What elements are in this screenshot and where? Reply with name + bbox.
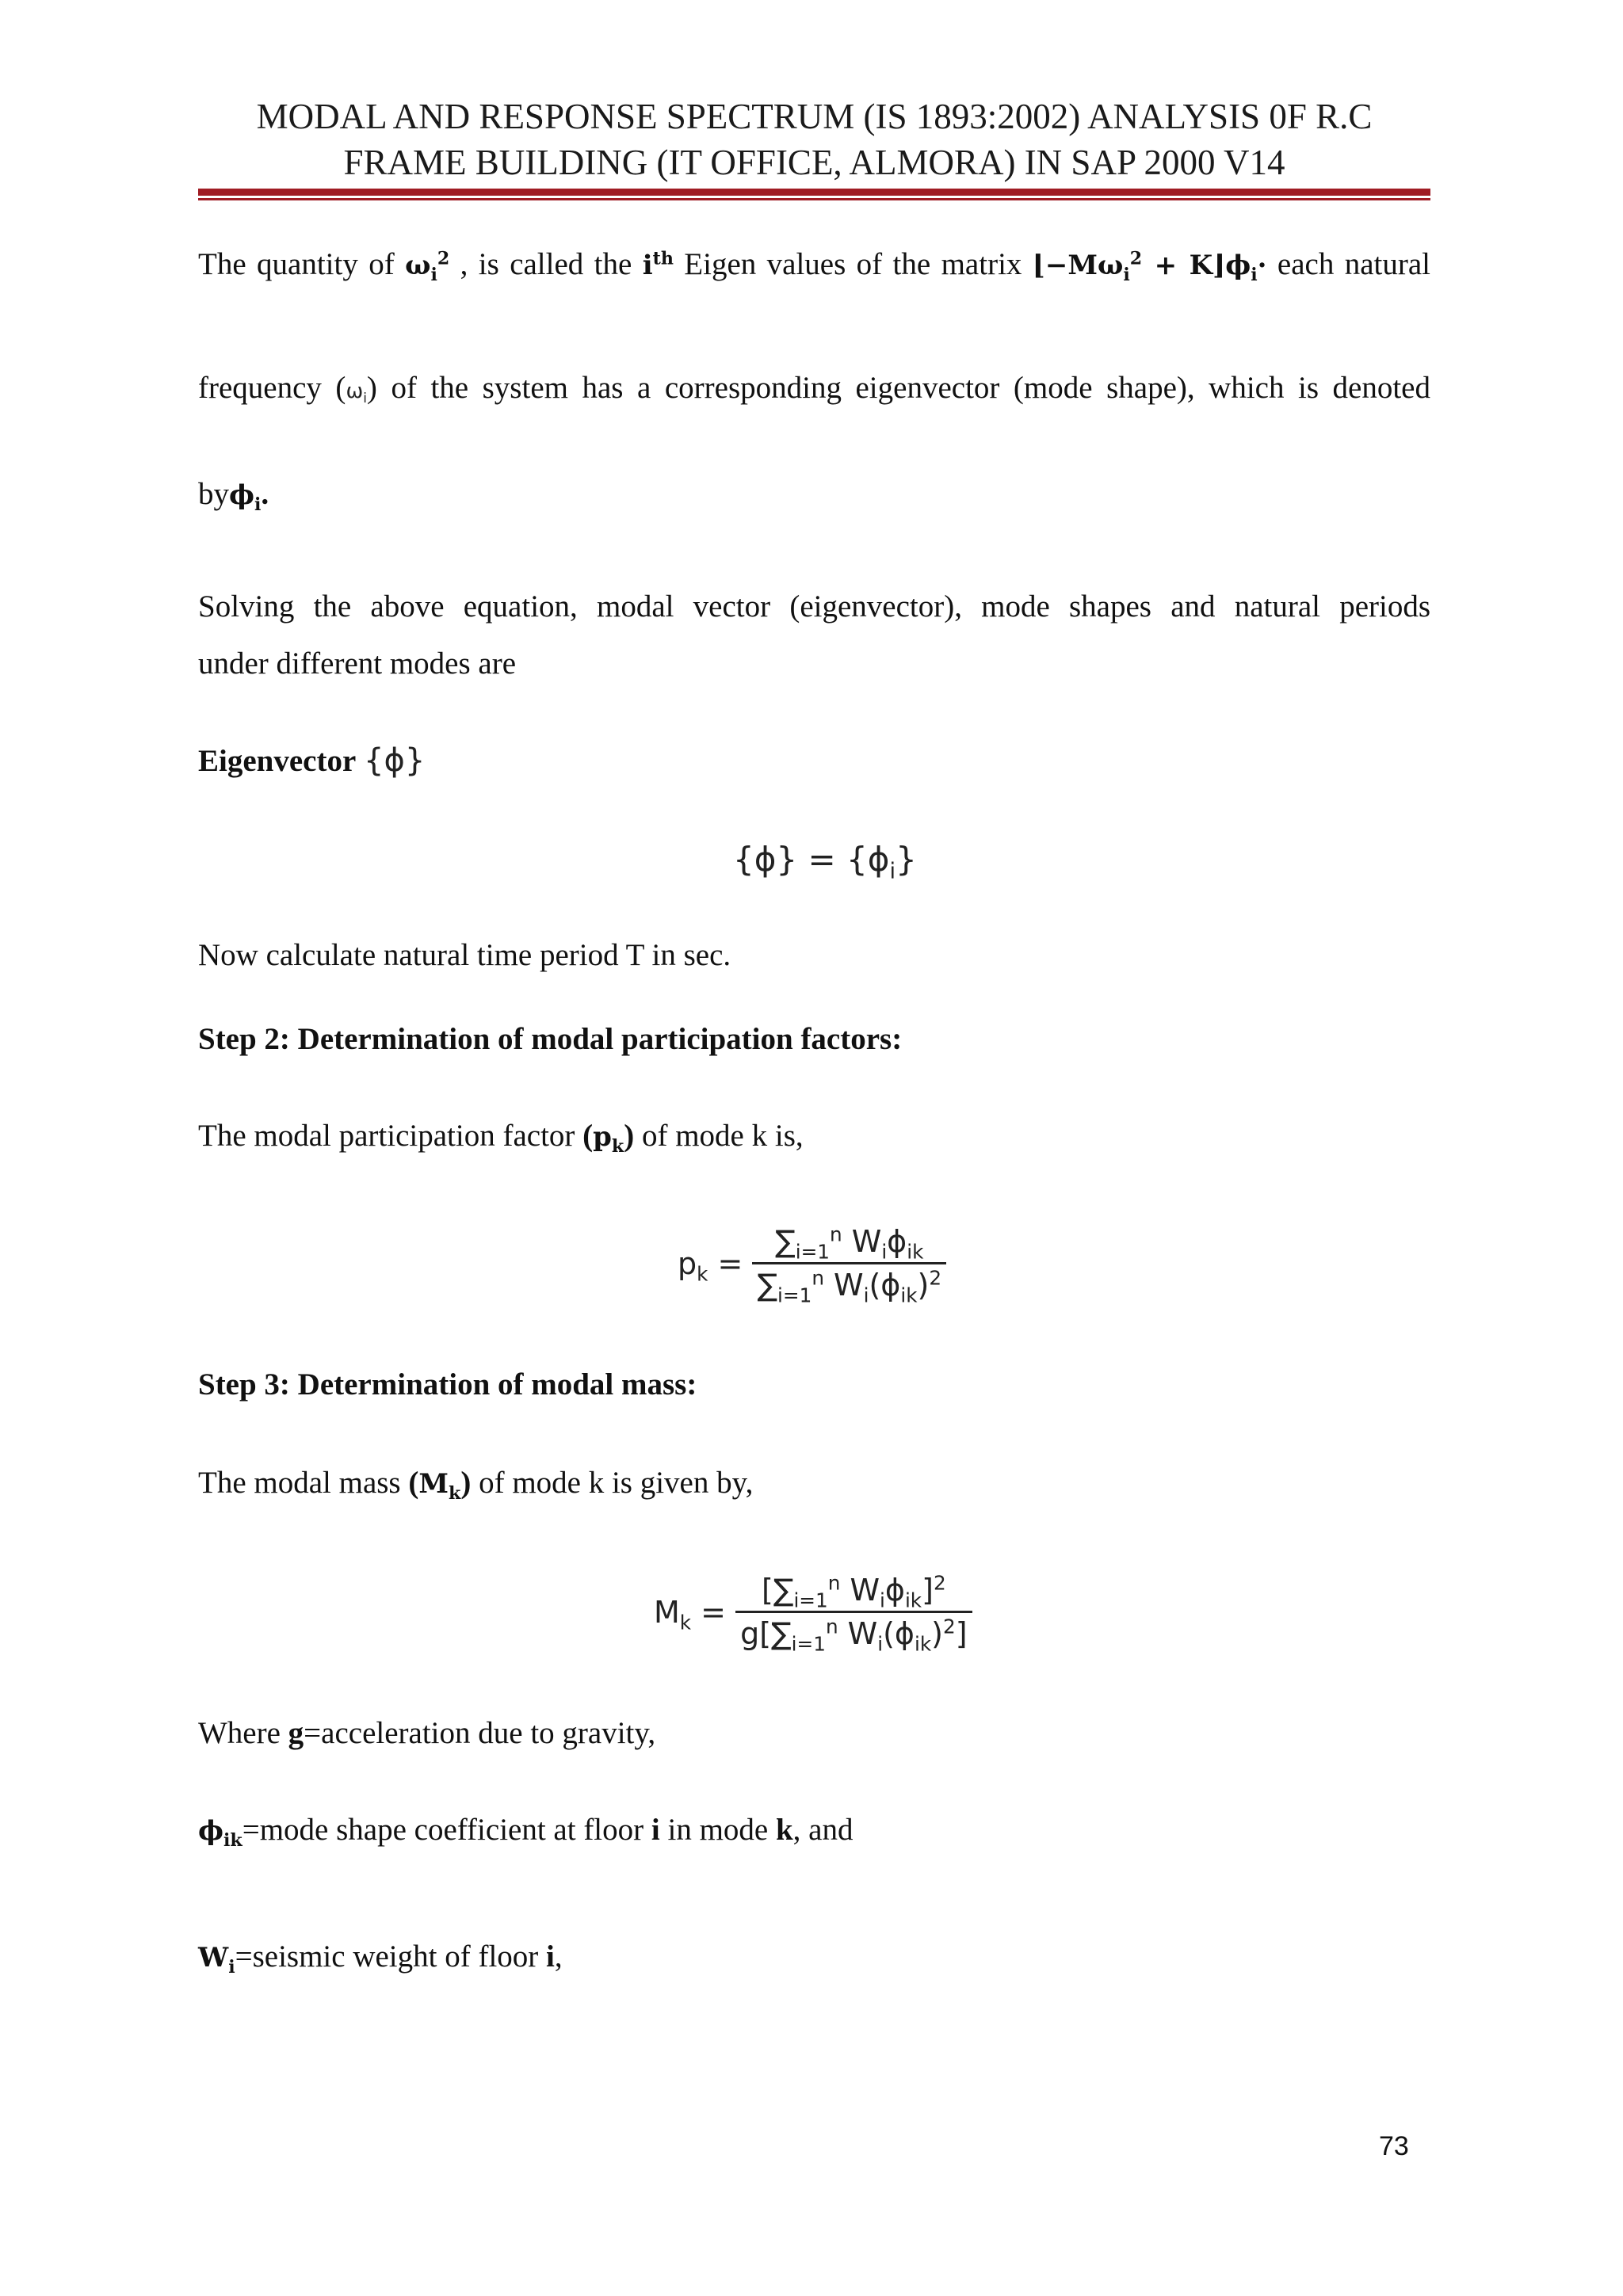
step3-heading: Step 3: Determination of modal mass: (198, 1367, 697, 1402)
natural-period-text: Now calculate natural time period T in sec. (198, 938, 731, 972)
definition-w-i: $W_i=seismic$ weight of floor i, (198, 1939, 563, 1978)
step2-text: The modal participation factor $(p_k)$ of mode k is, (198, 1119, 804, 1157)
eigenvector-heading: Eigenvector {ϕ} (198, 742, 426, 779)
step3-text: The modal mass $(M_k)$ of mode k is given by, (198, 1466, 754, 1504)
definition-g: Where g=acceleration due to gravity, (198, 1716, 656, 1750)
definition-phi-ik: $\phi_{ik}=mode$ shape coefficient at floor i in mode k, and (198, 1813, 854, 1851)
header-rule-thin (198, 198, 1430, 200)
eigenvector-equation: $\{\phi\} = \{\phi_i\}$ (733, 840, 917, 884)
paragraph-by-phi: byϕ$_i$. (198, 477, 269, 515)
paragraph-frequency: frequency $(\omega_i)$ of the system has a corresponding eigenvector (mode shape), which is denoted (198, 371, 1430, 406)
header-rule-thick (198, 189, 1430, 196)
modal-mass-equation: $M_k$ = $\frac{[\sum_{i=1}^n W_i\phi_{ik}]^2}{g[\sum_{i=1}^n W_i(\phi_{ik})^2]}$ (654, 1573, 972, 1651)
w-i-symbol: $W_i$ (198, 1942, 235, 1978)
omega-squared-symbol: $\omega_i^2$ (405, 248, 450, 285)
paragraph-solving: Solving the above equation, modal vector (eigenvector), mode shapes and natural periods (198, 589, 1430, 624)
participation-factor-equation: $p_k$ = $\frac{\sum_{i=1}^n W_i\phi_{ik}}{\sum_{i=1}^n W_i(\phi_{ik})^2}$ (678, 1224, 946, 1302)
paragraph-eigen-values: The quantity of $\omega_i^2$ , is called the $i^{th}$ Eigen values of the matrix $⌊-M\omega_i^2$ + $K⌋\phi_i\cdot$ each natural (198, 247, 1431, 285)
phi-ik-symbol: $\phi_{ik}$ (198, 1815, 242, 1851)
mk-symbol: $M_k$ (418, 1468, 461, 1504)
pk-symbol: $p_k$ (593, 1121, 624, 1157)
header-line-2: FRAME BUILDING (IT OFFICE, ALMORA) IN SAP 2000 V14 (343, 143, 1285, 182)
header-line-1: MODAL AND RESPONSE SPECTRUM (IS 1893:2002) ANALYSIS 0F R.C (256, 97, 1373, 136)
page-number: 73 (1379, 2131, 1409, 2161)
phi-set-symbol: {ϕ} (364, 742, 426, 779)
paragraph-solving-line-2: under different modes are (198, 646, 517, 681)
matrix-expression: $⌊-M\omega_i^2$ + $K⌋\phi_i\cdot$ (1032, 248, 1267, 285)
phi-i-symbol: $\phi_i$ (229, 479, 262, 515)
omega-i-symbol: $\omega_i$ (346, 379, 367, 406)
ith-symbol: $i^{th}$ (642, 248, 674, 281)
page-header (198, 93, 1430, 185)
step2-heading: Step 2: Determination of modal participation factors: (198, 1022, 903, 1056)
